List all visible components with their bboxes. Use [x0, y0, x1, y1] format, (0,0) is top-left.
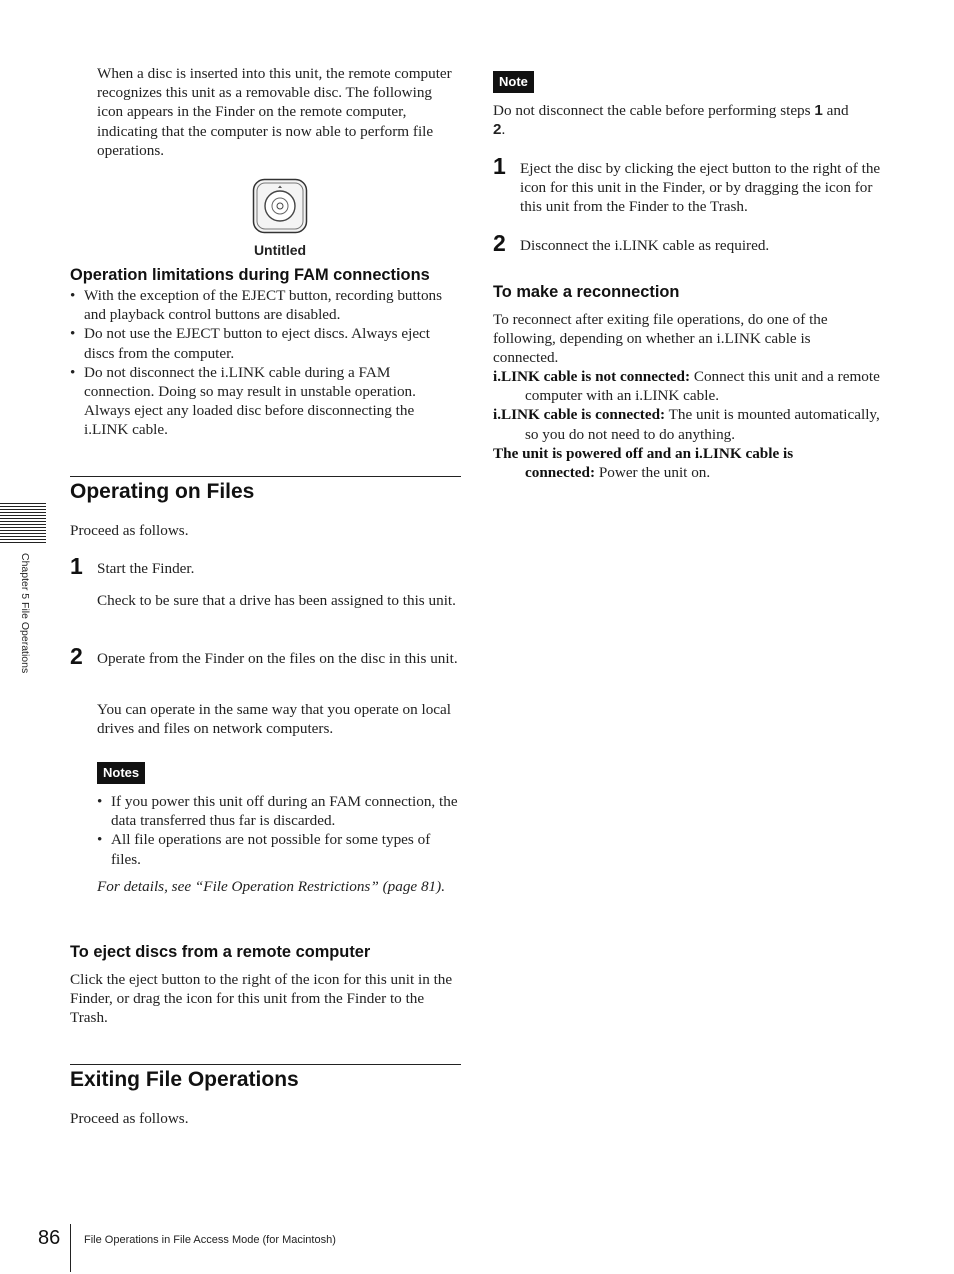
- list-item: • All file operations are not possible for some types of files.: [97, 830, 463, 868]
- step-number: 2: [493, 230, 506, 256]
- step-text: Eject the disc by clicking the eject button to the right of the icon for this unit in the Finder, or by dragging the icon for this unit from the Finder to the Trash.: [520, 160, 881, 216]
- operating-intro: Proceed as follows.: [70, 522, 189, 539]
- step-number: 2: [70, 643, 83, 669]
- eject-text: Click the eject button to the right of the icon for this unit in the Finder, or drag the icon for this unit from the Finder to the Trash.: [70, 971, 453, 1027]
- chapter-tab-marks: [0, 503, 46, 543]
- list-item: i.LINK cable is not connected: Connect this unit and a remote computer with an i.LINK cable.: [493, 368, 880, 405]
- list-item: • Do not disconnect the i.LINK cable during a FAM connection. Doing so may result in unstable operation. Always eject any loaded disc before disconnecting the i.LINK cable.: [70, 363, 461, 440]
- intro-paragraph: When a disc is inserted into this unit, the remote computer recognizes this unit as a removable disc. The following icon appears in the Finder on the remote computer, indicating that the computer is now able to perform file operations.: [97, 65, 452, 159]
- disc-icon-label: Untitled: [253, 242, 307, 258]
- chapter-side-label: Chapter 5 File Operations: [19, 553, 31, 674]
- disc-drive-icon: [252, 178, 308, 234]
- step-detail: Check to be sure that a drive has been assigned to this unit.: [97, 592, 456, 609]
- list-item: The unit is powered off and an i.LINK cable is connected: Power the unit on.: [493, 444, 794, 482]
- footer-divider: [70, 1224, 71, 1272]
- reconnect-options: [493, 367, 881, 482]
- section-divider: [70, 476, 461, 477]
- note-badge: Note: [493, 71, 534, 93]
- reconnect-intro: To reconnect after exiting file operations, do one of the following, depending on whether an i.LINK cable is connected.: [493, 311, 828, 367]
- details-reference: For details, see “File Operation Restrictions” (page 81).: [97, 878, 446, 895]
- section-divider: [70, 1064, 461, 1065]
- eject-heading: To eject discs from a remote computer: [70, 943, 371, 961]
- limitations-heading: Operation limitations during FAM connections: [70, 266, 430, 284]
- notes-list: [97, 792, 463, 869]
- list-item: • Do not use the EJECT button to eject discs. Always eject discs from the computer.: [70, 324, 461, 362]
- exiting-heading: Exiting File Operations: [70, 1068, 299, 1091]
- reconnect-heading: To make a reconnection: [493, 283, 680, 301]
- list-item: i.LINK cable is connected: The unit is mounted automatically, so you do not need to do anything.: [493, 406, 880, 443]
- footer-title: File Operations in File Access Mode (for Macintosh): [84, 1234, 336, 1246]
- step-number: 1: [70, 553, 83, 579]
- page-number: 86: [38, 1227, 61, 1249]
- notes-badge: Notes: [97, 762, 145, 784]
- list-item: • With the exception of the EJECT button, recording buttons and playback control buttons are disabled.: [70, 286, 461, 324]
- step-text: Operate from the Finder on the files on the disc in this unit.: [97, 650, 458, 667]
- step-detail: You can operate in the same way that you operate on local drives and files on network computers.: [97, 701, 451, 738]
- list-item: • If you power this unit off during an FAM connection, the data transferred thus far is discarded.: [97, 792, 463, 830]
- limitations-list: [70, 286, 461, 440]
- step-text: Start the Finder.: [97, 560, 195, 577]
- note-text: Do not disconnect the cable before performing steps 1 and 2.: [493, 102, 849, 139]
- operating-heading: Operating on Files: [70, 480, 255, 503]
- step-text: Disconnect the i.LINK cable as required.: [520, 237, 770, 254]
- exiting-intro: Proceed as follows.: [70, 1110, 189, 1127]
- step-number: 1: [493, 153, 506, 179]
